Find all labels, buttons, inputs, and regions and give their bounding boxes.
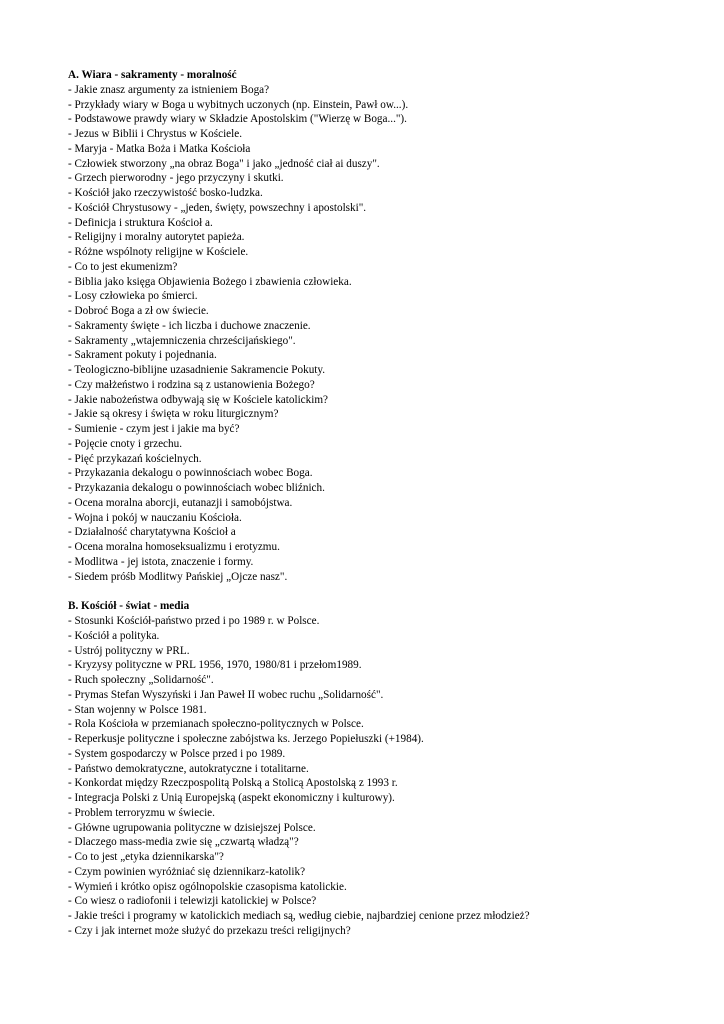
list-item: - Co wiesz o radiofonii i telewizji katolickiej w Polsce? (68, 895, 317, 908)
list-item: - System gospodarczy w Polsce przed i po 1989. (68, 747, 286, 760)
list-item: - Różne wspólnoty religijne w Kościele. (68, 246, 249, 258)
list-item: - Reperkusje polityczne i społeczne zabójstwa ks. Jerzego Popiełuszki (+1984). (68, 733, 424, 745)
section-a-heading: A. Wiara - sakramenty - moralność (68, 69, 237, 81)
list-item: - Jakie są okresy i święta w roku liturgicznym? (68, 408, 279, 421)
list-item: - Kościół Chrystusowy - „jeden, święty, powszechny i apostolski". (68, 201, 367, 214)
list-item: - Dobroć Boga a zł ow świecie. (68, 305, 209, 317)
list-item: - Religijny i moralny autorytet papieża. (68, 231, 245, 244)
list-item: - Integracja Polski z Unią Europejską (aspekt ekonomiczny i kulturowy). (68, 792, 395, 804)
list-item: - Sumienie - czym jest i jakie ma być? (68, 423, 240, 435)
list-item: - Główne ugrupowania polityczne w dzisiejszej Polsce. (68, 821, 316, 834)
list-item: - Dlaczego mass-media zwie się „czwartą władzą"? (68, 836, 299, 849)
list-item: - Ruch społeczny „Solidarność". (68, 674, 214, 686)
list-item: - Rola Kościoła w przemianach społeczno-politycznych w Polsce. (68, 718, 364, 731)
list-item: - Wojna i pokój w nauczaniu Kościoła. (68, 511, 242, 524)
list-item: - Co to jest „etyka dziennikarska"? (68, 851, 224, 863)
list-item: - Definicja i struktura Kościoł a. (68, 216, 213, 229)
list-item: - Stan wojenny w Polsce 1981. (68, 703, 207, 716)
list-item: - Przykazania dekalogu o powinnościach wobec Boga. (68, 467, 313, 480)
list-item: - Co to jest ekumenizm? (68, 260, 178, 273)
list-item: - Przykazania dekalogu o powinnościach wobec bliźnich. (68, 482, 325, 494)
list-item: - Przykłady wiary w Boga u wybitnych uczonych (np. Einstein, Pawł ow...). (68, 98, 409, 111)
list-item: - Sakramenty święte - ich liczba i duchowe znaczenie. (68, 319, 311, 332)
list-item: - Siedem próśb Modlitwy Pańskiej „Ojcze nasz". (68, 570, 288, 583)
list-item: - Jezus w Biblii i Chrystus w Kościele. (68, 128, 243, 140)
section-a-list (68, 83, 708, 585)
list-item: - Ocena moralna aborcji, eutanazji i samobójstwa. (68, 496, 293, 509)
list-item: - Kościół jako rzeczywistość bosko-ludzka. (68, 187, 263, 199)
list-item: - Państwo demokratyczne, autokratyczne i totalitarne. (68, 762, 309, 775)
list-item: - Konkordat między Rzeczpospolitą Polską a Stolicą Apostolską z 1993 r. (68, 777, 398, 790)
list-item: - Jakie treści i programy w katolickich mediach są, według ciebie, najbardziej cenione przez młodzież? (68, 910, 530, 922)
document-page (68, 68, 708, 939)
list-item: - Czy małżeństwo i rodzina są z ustanowienia Bożego? (68, 378, 315, 391)
section-spacer (68, 584, 708, 599)
list-item: - Stosunki Kościół-państwo przed i po 1989 r. w Polsce. (68, 615, 320, 627)
list-item: - Ocena moralna homoseksualizmu i erotyzmu. (68, 541, 280, 553)
list-item: - Jakie nabożeństwa odbywają się w Kościele katolickim? (68, 393, 329, 406)
section-b-list (68, 614, 708, 939)
list-item: - Losy człowieka po śmierci. (68, 290, 198, 303)
list-item: - Kryzysy polityczne w PRL 1956, 1970, 1980/81 i przełom1989. (68, 659, 362, 672)
list-item: - Sakramenty „wtajemniczenia chrześcijańskiego". (68, 334, 296, 347)
list-item: - Działalność charytatywna Kościoł a (68, 526, 236, 539)
list-item: - Grzech pierworodny - jego przyczyny i skutki. (68, 172, 284, 185)
list-item: - Wymień i krótko opisz ogólnopolskie czasopisma katolickie. (68, 880, 347, 893)
list-item: - Człowiek stworzony „na obraz Boga" i jako „jedność ciał ai duszy". (68, 157, 380, 170)
list-item: - Czy i jak internet może służyć do przekazu treści religijnych? (68, 924, 351, 937)
list-item: - Prymas Stefan Wyszyński i Jan Paweł II wobec ruchu „Solidarność". (68, 688, 384, 701)
list-item: - Problem terroryzmu w świecie. (68, 806, 215, 819)
list-item: - Czym powinien wyróżniać się dziennikarz-katolik? (68, 865, 306, 878)
list-item: - Podstawowe prawdy wiary w Składzie Apostolskim ("Wierzę w Boga..."). (68, 113, 407, 126)
list-item: - Pojęcie cnoty i grzechu. (68, 437, 183, 450)
list-item: - Teologiczno-biblijne uzasadnienie Sakramencie Pokuty. (68, 364, 326, 376)
list-item: - Modlitwa - jej istota, znaczenie i formy. (68, 555, 254, 568)
list-item: - Pięć przykazań kościelnych. (68, 452, 202, 465)
list-item: - Ustrój polityczny w PRL. (68, 644, 190, 657)
list-item: - Jakie znasz argumenty za istnieniem Boga? (68, 83, 270, 96)
list-item: - Maryja - Matka Boża i Matka Kościoła (68, 142, 251, 155)
list-item: - Sakrament pokuty i pojednania. (68, 349, 217, 362)
list-item: - Biblia jako księga Objawienia Bożego i zbawienia człowieka. (68, 275, 352, 288)
list-item: - Kościół a polityka. (68, 629, 160, 642)
section-b-heading: B. Kościół - świat - media (68, 600, 190, 613)
